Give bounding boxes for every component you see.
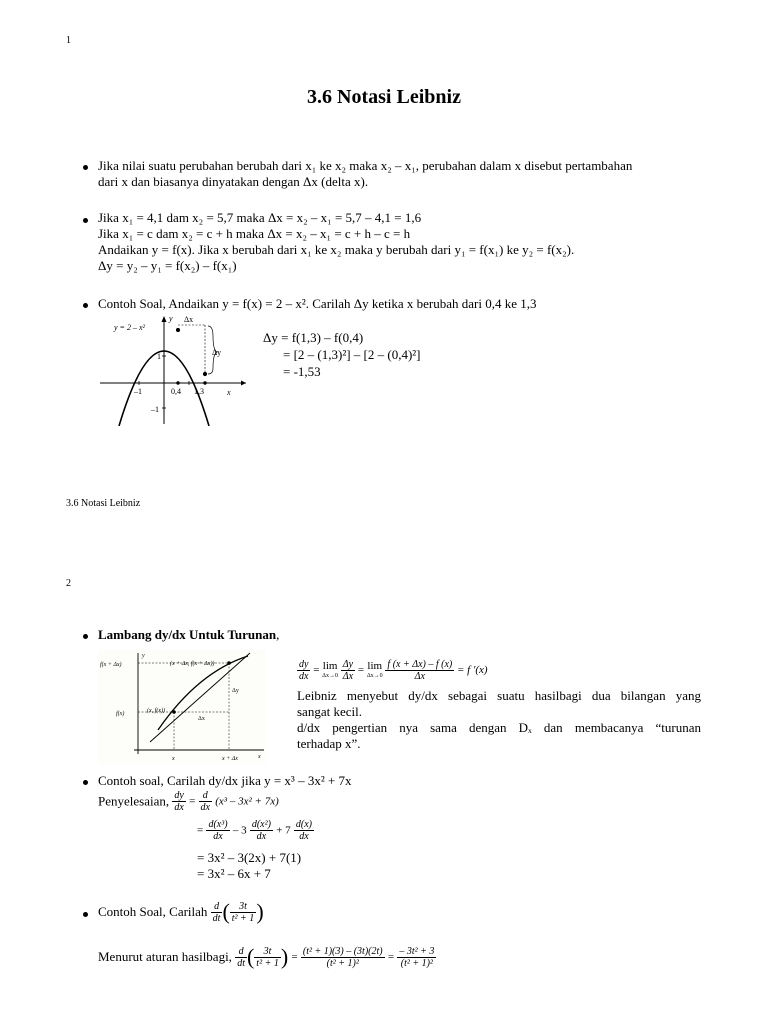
bullet-1-text <box>98 158 718 190</box>
result-fraction: $\frac{\text{– 3t² + 3}}{\text{(t² + 1)²}}$ <box>399 945 435 969</box>
difference-quotient: $\frac{f (x + \Delta x) - f (x)}{\Delta x}$ <box>387 659 453 682</box>
tick-point-04 <box>176 381 179 384</box>
polynomial-expression: (x³ – 3x² + 7x) <box>215 795 279 808</box>
quotient-rule-fraction: $\frac{\text{(t² + 1)(3) – (3t)(2t)}}{\text{(t² + 1)²}}$ <box>302 945 383 969</box>
curve-label: y = 2 – x² <box>114 323 145 332</box>
x-axis-label: x <box>258 754 261 760</box>
parabola-graph <box>98 314 248 426</box>
argument-fraction: $\frac{3t}{\text{t² + 1}}$ <box>231 900 255 924</box>
dx-label: Δx <box>198 716 205 722</box>
d-dx-operator: $\frac{d}{dx}$ <box>200 790 210 813</box>
point-end <box>203 372 207 376</box>
upper-point-label: (x + Δx, f(x + Δx)) <box>170 661 215 667</box>
dy-dx-fraction: $\frac{dy}{dx}$ <box>299 659 309 682</box>
bullet-2-text <box>98 210 718 274</box>
tick-label-ym1: –1 <box>151 405 159 414</box>
rule-label: Menurut aturan hasilbagi, <box>98 949 232 964</box>
point-upper <box>227 661 231 665</box>
minus-3: – 3 <box>232 824 247 837</box>
limit-operator: lim Δx→0 <box>322 659 339 679</box>
bullet-dot <box>83 303 88 308</box>
tick-label-y1: 1 <box>157 352 161 361</box>
example-1-line-1: Contoh soal, Carilah dy/dx jika y = x³ – 3x² + 7x <box>98 773 352 788</box>
dy-label: Δy <box>212 348 222 357</box>
fxdx-label: f(x + Δx) <box>100 662 122 668</box>
equals-sign: = <box>189 795 196 808</box>
x-tick-label: x <box>172 756 175 762</box>
bullet-2-line-2: Jika x₁ = c dam x₂ = c + h maka Δx = x₂ – x₁ = c + h – c = h <box>98 226 411 241</box>
desc-line-2: sangat kecil. <box>297 704 362 719</box>
bullet-2-line-1: Jika x₁ = 4,1 dam x₂ = 5,7 maka Δx = x₂ – x₁ = 5,7 – 4,1 = 1,6 <box>98 210 422 225</box>
lambang-title: Lambang dy/dx Untuk Turunan <box>98 627 277 642</box>
solution-line-1: Δy = f(1,3) – f(0,4) <box>263 330 364 345</box>
x-axis-label: x <box>227 388 231 397</box>
leibniz-description <box>297 688 701 752</box>
bullet-2-line-4: Δy = y₂ – y₁ = f(x₂) – f(x₁) <box>98 258 237 273</box>
bullet-dot <box>83 165 88 170</box>
d-x3-fraction: $\frac{\text{d(x³)}}{dx}$ <box>208 819 228 842</box>
delta-fraction: $\frac{\Delta y}{\Delta x}$ <box>342 659 354 682</box>
tick-label-x04: 0,4 <box>171 387 181 396</box>
bullet-1-line-2: dari x dan biasanya dinyatakan dengan Δx (delta x). <box>98 174 369 189</box>
example-1-step-2 <box>197 819 314 842</box>
solution-block <box>263 329 421 380</box>
example-1-step-3: = 3x² – 3(2x) + 7(1) <box>197 850 302 865</box>
page-number-1: 1 <box>66 35 71 46</box>
tick-label-x13: 1,3 <box>194 387 204 396</box>
bullet-lambang <box>98 627 279 643</box>
page-number-2: 2 <box>66 578 71 589</box>
solution-line-2: = [2 – (1,3)²] – [2 – (0,4)²] <box>283 347 421 362</box>
plus-7: + 7 <box>276 824 291 837</box>
desc-line-3: d/dx pengertian nya sama dengan Dₓ dan membacanya “turunan <box>297 720 701 735</box>
desc-line-1: Leibniz menyebut dy/dx sebagai suatu hasilbagi dua bilangan yang <box>297 688 701 703</box>
equals-sign: = <box>313 664 320 677</box>
d-x2-fraction: $\frac{\text{d(x²)}}{dx}$ <box>251 819 271 842</box>
example-1-step-1 <box>98 790 279 813</box>
dy-label: Δy <box>232 688 239 694</box>
example-2-label: Contoh Soal, Carilah <box>98 904 208 919</box>
bullet-dot <box>83 912 88 917</box>
leibniz-formula <box>297 659 488 682</box>
equals-sign: = <box>357 664 365 677</box>
bullet-dot <box>83 634 88 639</box>
y-axis-arrow <box>162 316 167 322</box>
dy-dx-fraction: $\frac{dy}{dx}$ <box>174 790 184 813</box>
tick-point-13 <box>203 381 206 384</box>
bullet-3-line-1: Contoh Soal, Andaikan y = f(x) = 2 – x². Carilah Δy ketika x berubah dari 0,4 ke 1,3 <box>98 296 537 311</box>
page-title: 3.6 Notasi Leibniz <box>307 86 461 108</box>
point-start <box>176 328 180 332</box>
bullet-dot <box>83 780 88 785</box>
point-lower <box>172 710 176 714</box>
example-2-line-1: Contoh Soal, Carilah $\frac{d}{dt}$ ( $\frac{3t}{\text{t² + 1}}$ ) <box>98 899 264 924</box>
derivative-graph <box>98 650 266 764</box>
fx-label: f(x) <box>116 711 125 717</box>
d-dt-operator: $\frac{d}{dt}$ <box>237 945 245 969</box>
dx-label: Δx <box>184 315 194 324</box>
bullet-2-line-3: Andaikan y = f(x). Jika x berubah dari x₁ ke x₂ maka y berubah dari y₁ = f(x₁) ke y₂ = f(x₂). <box>98 242 575 257</box>
example-2-rule: Menurut aturan hasilbagi, $\frac{d}{dt}$ ( $\frac{3t}{\text{t² + 1}}$ ) = $\frac{\text{(t² + 1)(3) – (3t)(2t)}}{\text{(t² + 1)²}}$ = $\frac{\text{– 3t² + 3}}{\text{(t² + 1)²}}$ <box>98 944 435 969</box>
tick-label-xm1: –1 <box>134 387 142 396</box>
bullet-1-line-1: Jika nilai suatu perubahan berubah dari x₁ ke x₂ maka x₂ – x₁, perubahan dalam x disebut pertambahan <box>98 158 633 173</box>
formula-result: = f ′(x) <box>456 664 488 677</box>
xdx-tick-label: x + Δx <box>222 756 238 762</box>
lower-point-label: (x, f(x)) <box>147 708 165 714</box>
y-axis-label: y <box>169 314 173 323</box>
d-x-fraction: $\frac{d(x)}{dx}$ <box>295 819 313 842</box>
argument-fraction: $\frac{3t}{\text{t² + 1}}$ <box>256 945 279 969</box>
example-1-step-4: = 3x² – 6x + 7 <box>197 866 271 881</box>
bullet-dot <box>83 218 88 223</box>
limit-operator: lim Δx→0 <box>366 659 383 679</box>
desc-line-4: terhadap x”. <box>297 736 361 751</box>
solution-line-3: = -1,53 <box>283 364 321 379</box>
y-axis-label: y <box>142 653 145 659</box>
x-axis-arrow <box>241 381 246 386</box>
graph-background <box>98 650 266 764</box>
page-footer: 3.6 Notasi Leibniz <box>66 498 141 509</box>
equals-sign: = <box>197 824 204 837</box>
d-dt-operator: $\frac{d}{dt}$ <box>212 900 221 924</box>
penyelesaian-label: Penyelesaian, <box>98 793 170 809</box>
lambang-comma: , <box>276 627 280 642</box>
